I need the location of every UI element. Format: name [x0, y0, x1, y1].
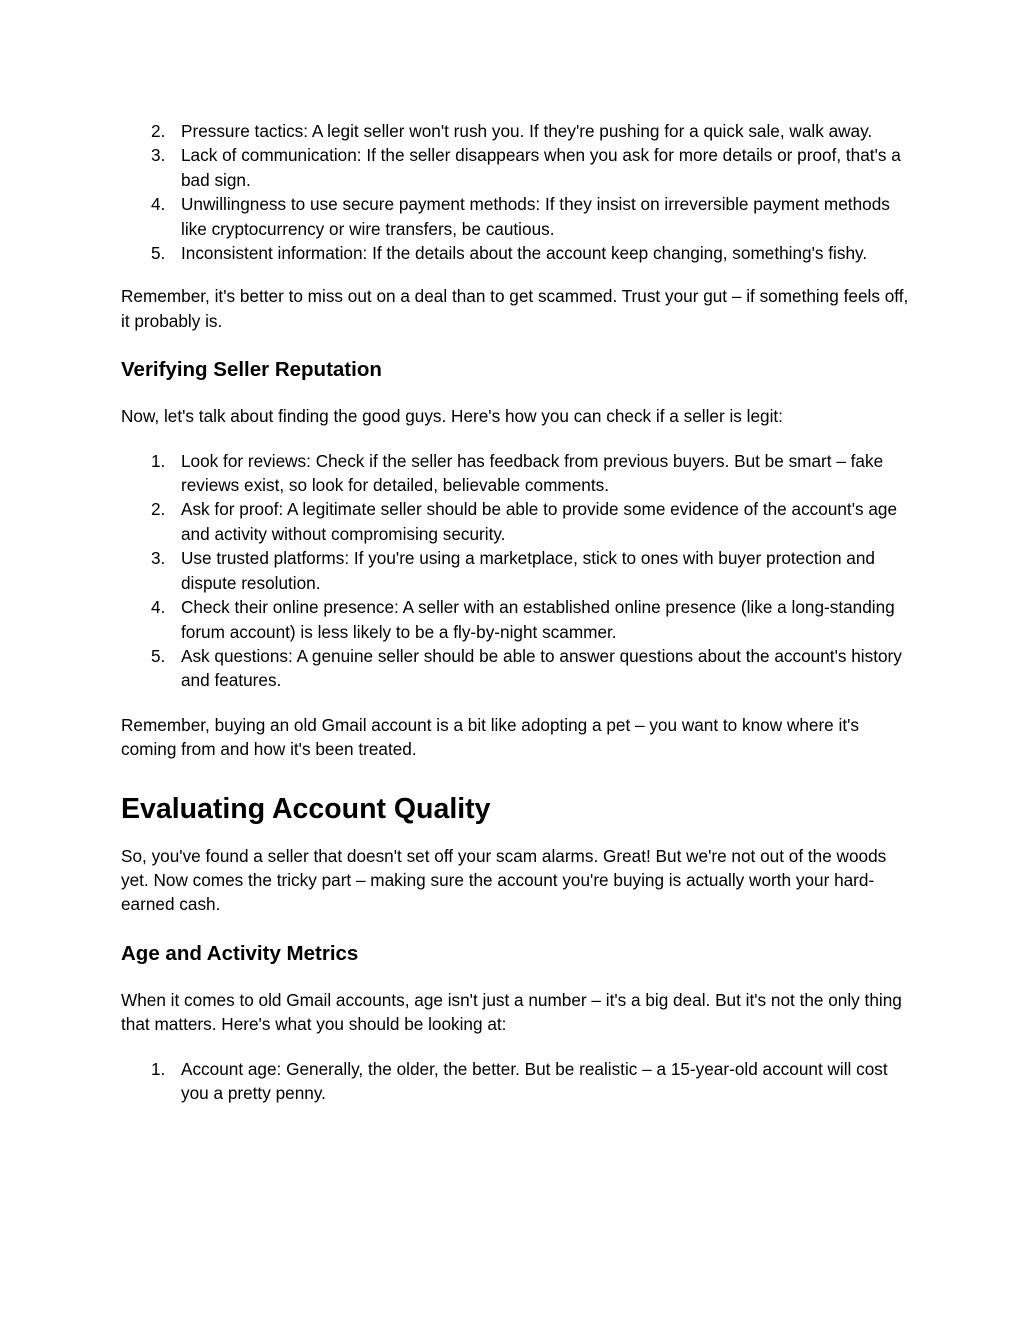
verify-seller-list: [121, 449, 911, 693]
list-item: [121, 119, 911, 143]
list-item-text: Pressure tactics: A legit seller won't rush you. If they're pushing for a quick sale, walk away.: [181, 121, 873, 141]
list-item-text: Ask questions: A genuine seller should be able to answer questions about the account's history and features.: [181, 645, 902, 691]
list-item: [121, 546, 911, 595]
list-number: 4.: [151, 597, 166, 618]
list-item: [121, 497, 911, 546]
list-item: [121, 644, 911, 693]
list-item: [121, 449, 911, 498]
heading-evaluating-account-quality: Evaluating Account Quality: [121, 792, 491, 825]
list-item-text: Inconsistent information: If the details about the account keep changing, something's fishy.: [181, 243, 868, 264]
list-number: 2.: [151, 499, 166, 520]
age-metrics-list: [121, 1057, 911, 1106]
list-item-text: Check their online presence: A seller with an established online presence (like a long-standing forum account) is less likely to be a fly-by-night scammer.: [181, 597, 895, 642]
list-number: 1.: [151, 1058, 166, 1079]
list-item: [121, 1057, 911, 1106]
paragraph-age-matters: When it comes to old Gmail accounts, age isn't just a number – it's a big deal. But it's not the only thing that matters. Here's what you should be looking at:: [121, 989, 902, 1035]
list-number: 3.: [151, 548, 166, 569]
paragraph-gut-feeling: Remember, it's better to miss out on a deal than to get scammed. Trust your gut – if something feels off, it probably is.: [121, 286, 909, 331]
list-item: [121, 192, 911, 241]
list-number: 4.: [151, 194, 166, 215]
list-item: [121, 143, 911, 192]
paragraph-seller-found: So, you've found a seller that doesn't set off your scam alarms. Great! But we're not out of the woods yet. Now comes the tricky part – making sure the account you're buying is actually worth your hard-earned cash.: [121, 845, 887, 915]
heading-age-and-activity-metrics: Age and Activity Metrics: [121, 941, 359, 965]
list-number: 2.: [151, 121, 166, 141]
list-item-text: Unwillingness to use secure payment methods: If they insist on irreversible payment methods like cryptocurrency or wire transfers, be cautious.: [181, 194, 890, 239]
list-item-text: Lack of communication: If the seller disappears when you ask for more details or proof, that's a bad sign.: [181, 145, 901, 190]
list-item: [121, 241, 911, 265]
list-item-text: Look for reviews: Check if the seller has feedback from previous buyers. But be smart – fake reviews exist, so look for detailed, believable comments.: [181, 450, 884, 496]
heading-verifying-seller-reputation: Verifying Seller Reputation: [121, 358, 382, 382]
paragraph-adopting-pet: Remember, buying an old Gmail account is a bit like adopting a pet – you want to know where it's coming from and how it's been treated.: [121, 714, 859, 760]
list-item-text: Use trusted platforms: If you're using a marketplace, stick to ones with buyer protection and dispute resolution.: [181, 548, 875, 593]
list-item: [121, 595, 911, 644]
list-item-text: Ask for proof: A legitimate seller should be able to provide some evidence of the account's age and activity without compromising security.: [181, 499, 898, 544]
scam-signs-list: [121, 119, 911, 265]
list-number: 3.: [151, 145, 166, 166]
list-number: 5.: [151, 645, 166, 666]
paragraph-finding-good-guys: Now, let's talk about finding the good guys. Here's how you can check if a seller is legit:: [121, 406, 783, 427]
list-number: 5.: [151, 243, 166, 264]
document-page: [121, 0, 911, 1105]
list-item-text: Account age: Generally, the older, the better. But be realistic – a 15-year-old account will cost you a pretty penny.: [181, 1058, 888, 1103]
list-number: 1.: [151, 450, 166, 471]
